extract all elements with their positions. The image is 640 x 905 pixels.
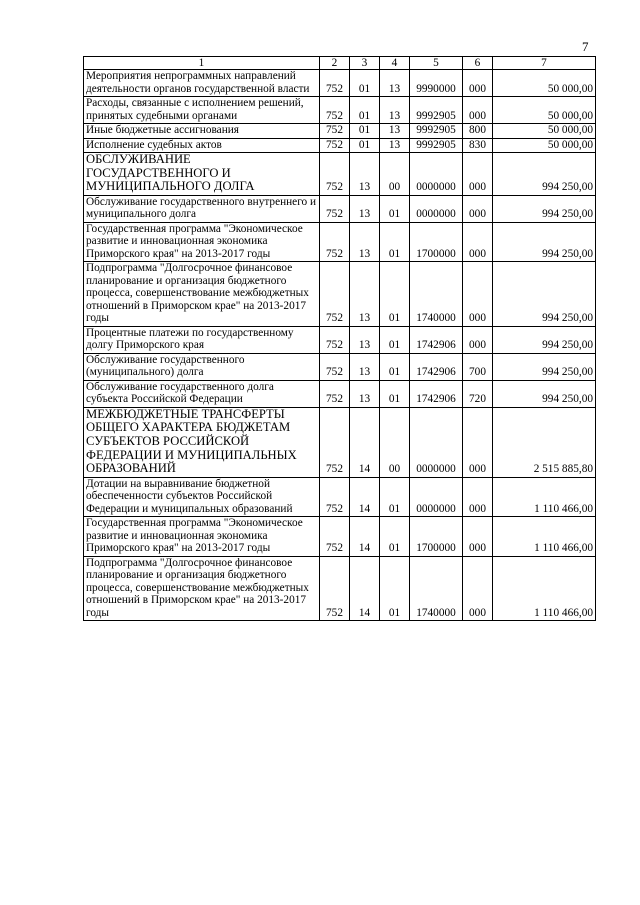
subsection-code: 13 [380,97,410,124]
section-code: 13 [350,195,380,222]
ministry-code: 752 [320,153,350,196]
subsection-code: 01 [380,326,410,353]
section-code: 14 [350,477,380,517]
section-code: 13 [350,262,380,327]
expense-type-code: 000 [463,556,493,621]
row-name: ОБСЛУЖИВАНИЕ ГОСУДАРСТВЕННОГО И МУНИЦИПАЛЬНОГО ДОЛГА [84,153,320,196]
expense-type-code: 000 [463,517,493,557]
subsection-code: 01 [380,195,410,222]
row-name: МЕЖБЮДЖЕТНЫЕ ТРАНСФЕРТЫ ОБЩЕГО ХАРАКТЕРА БЮДЖЕТАМ СУБЪЕКТОВ РОССИЙСКОЙ ФЕДЕРАЦИИ И МУНИЦИПАЛЬНЫХ ОБРАЗОВАНИЙ [84,407,320,477]
row-name: Подпрограмма "Долгосрочное финансовое планирование и организация бюджетного процесса, совершенствование межбюджетных отношений в Приморском крае" на 2013-2017 годы [84,556,320,621]
target-article-code: 1740000 [410,556,463,621]
subsection-code: 01 [380,477,410,517]
expense-type-code: 800 [463,124,493,139]
page-number: 7 [582,39,589,54]
section-code: 01 [350,124,380,139]
subsection-code: 01 [380,262,410,327]
header-cell: 6 [463,57,493,70]
expense-type-code: 000 [463,222,493,262]
amount: 1 110 466,00 [493,556,596,621]
row-name: Обслуживание государственного долга субъекта Российской Федерации [84,380,320,407]
target-article-code: 9992905 [410,124,463,139]
expense-type-code: 000 [463,195,493,222]
table-row [84,138,596,153]
expense-type-code: 000 [463,326,493,353]
ministry-code: 752 [320,556,350,621]
table-row [84,353,596,380]
section-code: 13 [350,380,380,407]
amount: 994 250,00 [493,153,596,196]
expense-type-code: 830 [463,138,493,153]
amount: 994 250,00 [493,380,596,407]
target-article-code: 0000000 [410,153,463,196]
row-name: Дотации на выравнивание бюджетной обеспеченности субъектов Российской Федерации и муниципальных образований [84,477,320,517]
subsection-code: 01 [380,380,410,407]
header-cell: 3 [350,57,380,70]
table-row [84,222,596,262]
expense-type-code: 000 [463,477,493,517]
ministry-code: 752 [320,477,350,517]
ministry-code: 752 [320,70,350,97]
amount: 994 250,00 [493,353,596,380]
section-code: 13 [350,153,380,196]
table-row [84,262,596,327]
ministry-code: 752 [320,138,350,153]
ministry-code: 752 [320,97,350,124]
table-row [84,477,596,517]
expense-type-code: 000 [463,153,493,196]
target-article-code: 1700000 [410,517,463,557]
expense-type-code: 700 [463,353,493,380]
section-code: 13 [350,326,380,353]
target-article-code: 1742906 [410,353,463,380]
section-code: 01 [350,70,380,97]
amount: 50 000,00 [493,138,596,153]
ministry-code: 752 [320,326,350,353]
subsection-code: 13 [380,138,410,153]
header-cell: 5 [410,57,463,70]
table-row [84,124,596,139]
row-name: Расходы, связанные с исполнением решений, принятых судебными органами [84,97,320,124]
row-name: Обслуживание государственного (муниципального) долга [84,353,320,380]
target-article-code: 1740000 [410,262,463,327]
table-row [84,70,596,97]
ministry-code: 752 [320,222,350,262]
section-code: 13 [350,222,380,262]
row-name: Мероприятия непрограммных направлений деятельности органов государственной власти [84,70,320,97]
row-name: Иные бюджетные ассигнования [84,124,320,139]
target-article-code: 1742906 [410,380,463,407]
header-cell: 7 [493,57,596,70]
expense-type-code: 000 [463,262,493,327]
target-article-code: 0000000 [410,477,463,517]
amount: 50 000,00 [493,124,596,139]
expense-type-code: 000 [463,407,493,477]
amount: 994 250,00 [493,326,596,353]
header-cell: 1 [84,57,320,70]
target-article-code: 9992905 [410,97,463,124]
subsection-code: 01 [380,517,410,557]
row-name: Процентные платежи по государственному долгу Приморского края [84,326,320,353]
row-name: Исполнение судебных актов [84,138,320,153]
row-name: Обслуживание государственного внутреннего и муниципального долга [84,195,320,222]
budget-table [83,56,596,621]
amount: 1 110 466,00 [493,517,596,557]
section-code: 01 [350,138,380,153]
amount: 994 250,00 [493,195,596,222]
target-article-code: 9990000 [410,70,463,97]
header-row [84,57,596,70]
subsection-code: 00 [380,407,410,477]
table-row [84,97,596,124]
table-row [84,380,596,407]
section-code: 13 [350,353,380,380]
expense-type-code: 000 [463,70,493,97]
subsection-code: 01 [380,353,410,380]
expense-type-code: 000 [463,97,493,124]
subsection-code: 00 [380,153,410,196]
ministry-code: 752 [320,380,350,407]
row-name: Государственная программа "Экономическое развитие и инновационная экономика Приморского края" на 2013-2017 годы [84,222,320,262]
section-code: 14 [350,407,380,477]
ministry-code: 752 [320,517,350,557]
section-code: 14 [350,556,380,621]
header-cell: 2 [320,57,350,70]
header-cell: 4 [380,57,410,70]
target-article-code: 0000000 [410,407,463,477]
subsection-code: 01 [380,556,410,621]
section-code: 14 [350,517,380,557]
table-row [84,517,596,557]
amount: 994 250,00 [493,222,596,262]
table-row [84,153,596,196]
section-code: 01 [350,97,380,124]
ministry-code: 752 [320,262,350,327]
target-article-code: 0000000 [410,195,463,222]
amount: 994 250,00 [493,262,596,327]
table-row [84,326,596,353]
amount: 1 110 466,00 [493,477,596,517]
target-article-code: 9992905 [410,138,463,153]
subsection-code: 13 [380,124,410,139]
row-name: Государственная программа "Экономическое развитие и инновационная экономика Приморского края" на 2013-2017 годы [84,517,320,557]
amount: 50 000,00 [493,70,596,97]
table-row [84,556,596,621]
table-row [84,195,596,222]
row-name: Подпрограмма "Долгосрочное финансовое планирование и организация бюджетного процесса, совершенствование межбюджетных отношений в Приморском крае" на 2013-2017 годы [84,262,320,327]
target-article-code: 1742906 [410,326,463,353]
ministry-code: 752 [320,195,350,222]
target-article-code: 1700000 [410,222,463,262]
table-row [84,407,596,477]
amount: 2 515 885,80 [493,407,596,477]
expense-type-code: 720 [463,380,493,407]
amount: 50 000,00 [493,97,596,124]
ministry-code: 752 [320,124,350,139]
ministry-code: 752 [320,353,350,380]
subsection-code: 01 [380,222,410,262]
ministry-code: 752 [320,407,350,477]
subsection-code: 13 [380,70,410,97]
